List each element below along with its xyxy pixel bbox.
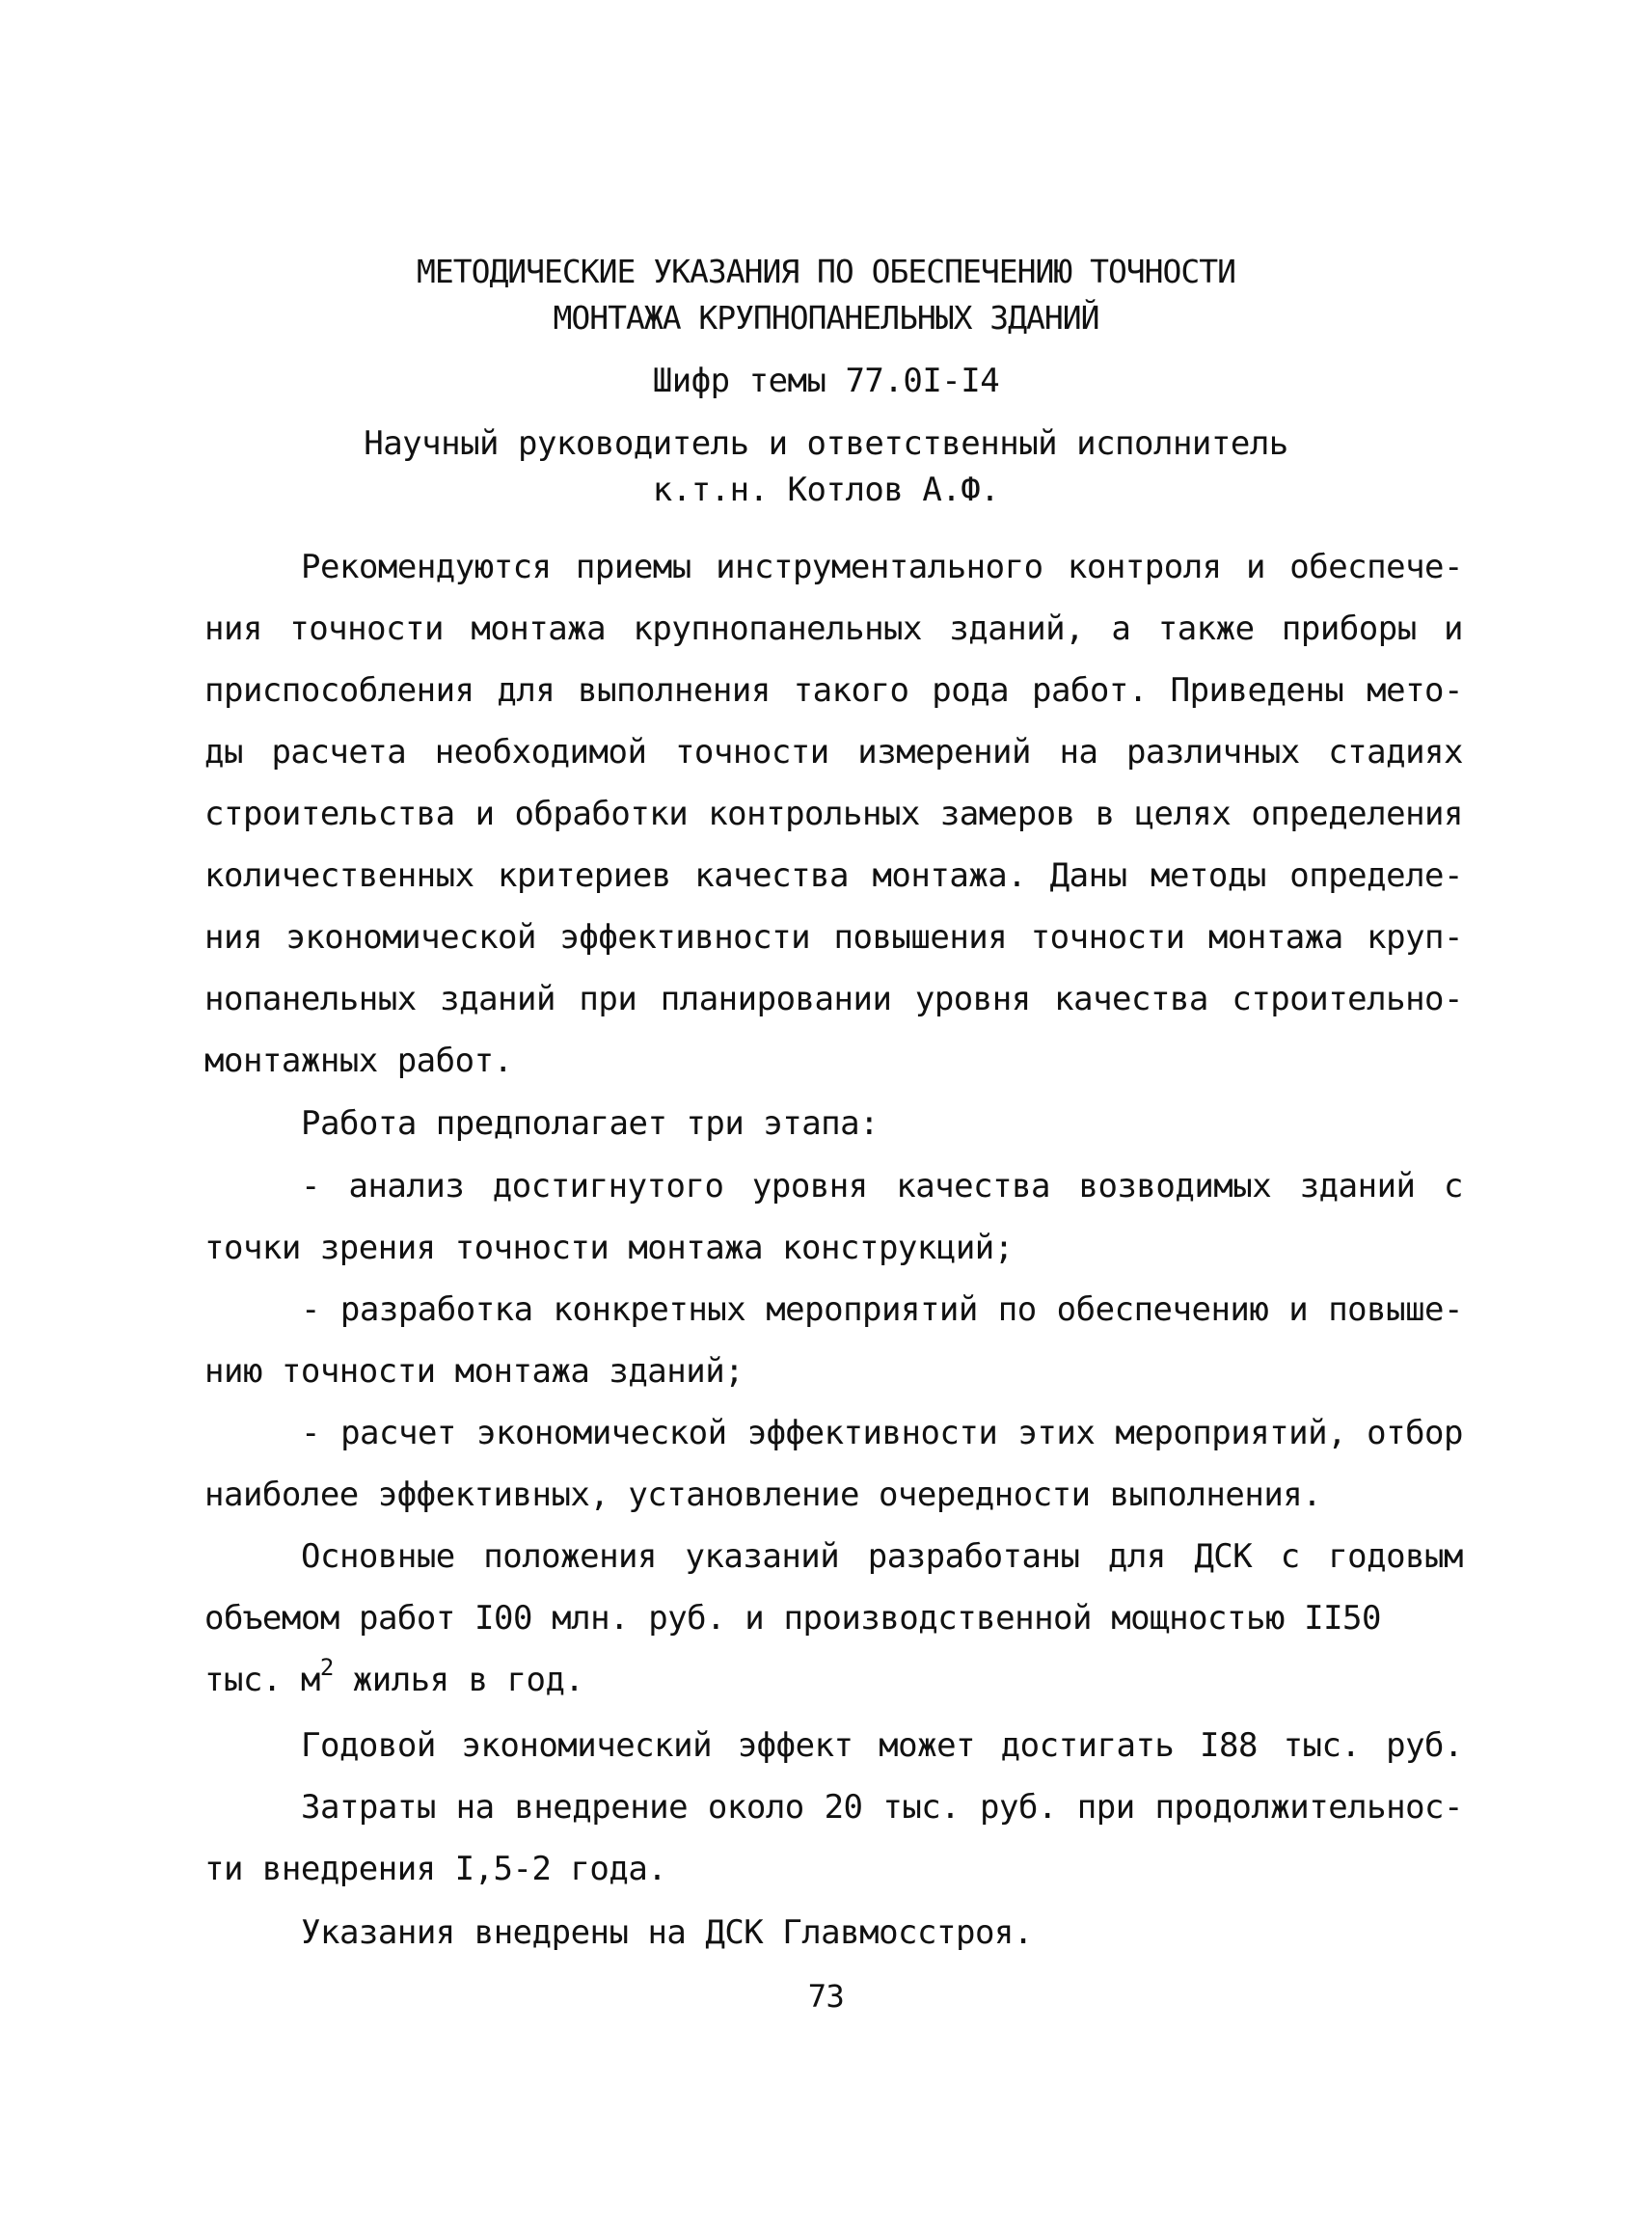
paragraph-3-line-last [204,1654,1463,1702]
paragraph-1-line: ния точности монтажа крупнопанельных зданий, а также приборы и [204,609,1463,648]
paragraph-1-line: строительства и обработки контрольных замеров в целях определения [204,795,1463,833]
stage-1-line: - анализ достигнутого уровня качества возводимых зданий с [301,1167,1463,1205]
document-title-line-2: МОНТАЖА КРУПНОПАНЕЛЬНЫХ ЗДАНИЙ [553,299,1099,337]
square-superscript: 2 [319,1654,334,1681]
paragraph-1-line: ния экономической эффективности повышения точности монтажа круп- [204,918,1463,957]
paragraph-1-line: приспособления для выполнения такого рода работ. Приведены мето- [204,671,1463,710]
document-title-line-1: МЕТОДИЧЕСКИЕ УКАЗАНИЯ ПО ОБЕСПЕЧЕНИЮ ТОЧНОСТИ [416,253,1236,290]
capacity-unit-text-tail: жилья в год. [333,1661,584,1699]
stage-3-line: наиболее эффективных, установление очередности выполнения. [204,1476,1322,1514]
paragraph-5-line: ти внедрения I,5-2 года. [204,1850,667,1888]
capacity-unit-text: тыс. м [204,1661,320,1699]
stages-intro: Работа предполагает три этапа: [301,1104,880,1143]
stage-3-line: - расчет экономической эффективности этих мероприятий, отбор [301,1414,1463,1452]
supervisor-line-1: Научный руководитель и ответственный исполнитель [364,424,1288,463]
paragraph-1-line: Рекомендуются приемы инструментального контроля и обеспече- [301,548,1463,586]
paragraph-1-line: ды расчета необходимой точности измерений на различных стадиях [204,733,1463,772]
paragraph-3-line: объемом работ I00 млн. руб. и производственной мощностью II50 [204,1599,1381,1638]
annual-effect: Годовой экономический эффект может достигать I88 тыс. руб. [301,1726,1463,1765]
paragraph-1-line: нопанельных зданий при планировании уровня качества строительно- [204,980,1463,1018]
topic-code: Шифр темы 77.0I-I4 [652,362,1000,400]
implementation-note: Указания внедрены на ДСК Главмосстроя. [301,1913,1033,1952]
supervisor-line-2: к.т.н. Котлов А.Ф. [652,471,1000,509]
stage-2-line: нию точности монтажа зданий; [204,1352,745,1391]
stage-1-line: точки зрения точности монтажа конструкций; [204,1229,1014,1267]
paragraph-1-line: монтажных работ. [204,1042,513,1080]
paragraph-3-line: Основные положения указаний разработаны для ДСК с годовым [301,1537,1463,1576]
stage-2-line: - разработка конкретных мероприятий по обеспечению и повыше- [301,1290,1463,1329]
paragraph-1-line: количественных критериев качества монтажа. Даны методы определе- [204,856,1463,895]
page-number: 73 [807,1978,845,2015]
paragraph-5-line: Затраты на внедрение около 20 тыс. руб. при продолжительнос- [301,1788,1463,1827]
